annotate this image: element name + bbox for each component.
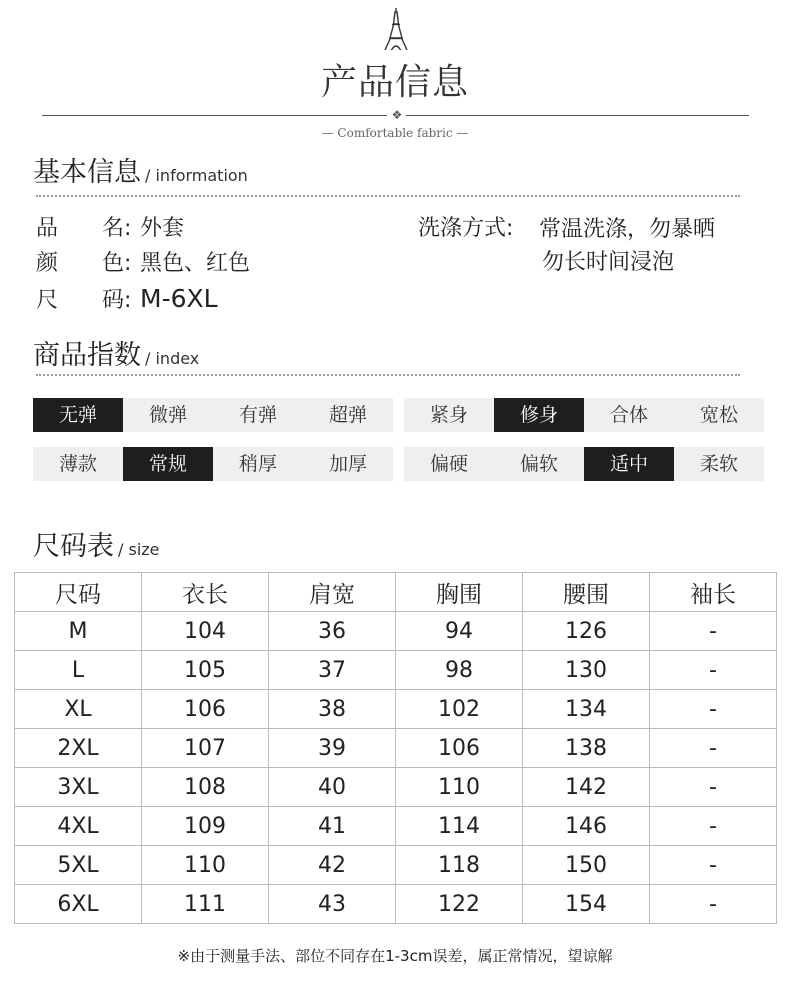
table-cell: 106 (396, 729, 523, 768)
table-cell: XL (15, 690, 142, 729)
column-header: 袖长 (650, 573, 777, 612)
table-cell: L (15, 651, 142, 690)
index-group-fit (404, 398, 764, 432)
size-title: 尺码表 (33, 531, 114, 562)
page-title: 产品信息 (320, 62, 469, 103)
table-cell: 110 (396, 768, 523, 807)
basic-info-subtitle: / information (145, 166, 248, 185)
index-cell: 超弹 (303, 398, 393, 432)
table-cell: 150 (523, 846, 650, 885)
table-cell: 40 (269, 768, 396, 807)
size-table-header (15, 573, 777, 612)
table-cell: 41 (269, 807, 396, 846)
measurement-note: ※由于测量手法、部位不同存在1-3cm误差，属正常情况，望谅解 (177, 947, 613, 965)
index-cell: 薄款 (33, 447, 123, 481)
table-row (15, 612, 777, 651)
table-row (15, 885, 777, 924)
table-row (15, 846, 777, 885)
table-cell: 142 (523, 768, 650, 807)
index-cell: 偏硬 (404, 447, 494, 481)
table-cell: 6XL (15, 885, 142, 924)
table-cell: 138 (523, 729, 650, 768)
index-subtitle: / index (145, 349, 200, 368)
table-cell: - (650, 885, 777, 924)
basic-info-list (36, 213, 250, 317)
index-cell: 微弹 (123, 398, 213, 432)
table-cell: - (650, 846, 777, 885)
wash-line-1: 常温洗涤，勿暴晒 (539, 217, 716, 242)
eiffel-tower-icon (383, 8, 409, 50)
table-cell: - (650, 612, 777, 651)
table-cell: 39 (269, 729, 396, 768)
table-cell: 4XL (15, 807, 142, 846)
index-cell: 常规 (123, 447, 213, 481)
index-cell: 稍厚 (213, 447, 303, 481)
info-value: 外套 (140, 216, 185, 241)
table-cell: 94 (396, 612, 523, 651)
index-heading (33, 333, 199, 372)
column-header: 腰围 (523, 573, 650, 612)
diamond-ornament-icon: ❖ (391, 108, 403, 122)
basic-info-title: 基本信息 (33, 157, 141, 188)
index-group-softness (404, 447, 764, 481)
table-row (15, 768, 777, 807)
table-cell: 38 (269, 690, 396, 729)
index-group-thickness (33, 447, 393, 481)
table-cell: 37 (269, 651, 396, 690)
index-cell: 适中 (584, 447, 674, 481)
index-cell: 无弹 (33, 398, 123, 432)
table-row (15, 729, 777, 768)
index-title: 商品指数 (33, 340, 141, 371)
table-cell: 109 (142, 807, 269, 846)
table-cell: - (650, 651, 777, 690)
title-divider-right (406, 115, 749, 116)
index-cell: 宽松 (674, 398, 764, 432)
info-label: 颜 色: (36, 251, 132, 276)
table-cell: 98 (396, 651, 523, 690)
table-cell: 43 (269, 885, 396, 924)
index-cell: 加厚 (303, 447, 393, 481)
column-header: 胸围 (396, 573, 523, 612)
info-value: M-6XL (140, 284, 218, 313)
table-cell: 5XL (15, 846, 142, 885)
index-cell: 合体 (584, 398, 674, 432)
size-heading (33, 524, 160, 563)
table-cell: 106 (142, 690, 269, 729)
table-cell: M (15, 612, 142, 651)
size-table (14, 572, 777, 924)
info-row-size (36, 283, 250, 317)
table-cell: - (650, 807, 777, 846)
table-cell: 114 (396, 807, 523, 846)
table-cell: 111 (142, 885, 269, 924)
table-cell: 104 (142, 612, 269, 651)
index-cell: 柔软 (674, 447, 764, 481)
table-cell: 130 (523, 651, 650, 690)
table-cell: - (650, 729, 777, 768)
table-cell: 118 (396, 846, 523, 885)
info-label: 品 名: (36, 216, 132, 241)
table-cell: 134 (523, 690, 650, 729)
wash-method-label: 洗涤方式: (418, 216, 514, 241)
table-cell: - (650, 768, 777, 807)
page-subtitle: — Comfortable fabric — (321, 126, 469, 140)
index-cell: 紧身 (404, 398, 494, 432)
column-header: 肩宽 (269, 573, 396, 612)
index-divider (36, 374, 740, 376)
size-subtitle: / size (118, 540, 160, 559)
table-cell: 3XL (15, 768, 142, 807)
index-cell: 偏软 (494, 447, 584, 481)
size-table-body (15, 612, 777, 924)
index-cell: 修身 (494, 398, 584, 432)
info-row-color (36, 248, 250, 280)
basic-info-divider (36, 195, 740, 197)
table-cell: 107 (142, 729, 269, 768)
table-cell: 154 (523, 885, 650, 924)
table-cell: 102 (396, 690, 523, 729)
column-header: 尺码 (15, 573, 142, 612)
index-group-elasticity (33, 398, 393, 432)
table-cell: 110 (142, 846, 269, 885)
info-value: 黑色、红色 (140, 251, 251, 276)
wash-method-value (539, 213, 769, 279)
table-cell: 2XL (15, 729, 142, 768)
index-cell: 有弹 (213, 398, 303, 432)
table-cell: 42 (269, 846, 396, 885)
table-cell: 126 (523, 612, 650, 651)
table-row (15, 807, 777, 846)
table-cell: - (650, 690, 777, 729)
table-cell: 108 (142, 768, 269, 807)
table-cell: 105 (142, 651, 269, 690)
table-row (15, 690, 777, 729)
table-cell: 36 (269, 612, 396, 651)
info-label: 尺 码: (36, 288, 132, 313)
title-divider-left (42, 115, 387, 116)
basic-info-heading (33, 150, 248, 189)
column-header: 衣长 (142, 573, 269, 612)
table-cell: 122 (396, 885, 523, 924)
info-row-name (36, 213, 250, 245)
table-row (15, 651, 777, 690)
table-cell: 146 (523, 807, 650, 846)
wash-line-2: 勿长时间浸泡 (542, 250, 675, 275)
